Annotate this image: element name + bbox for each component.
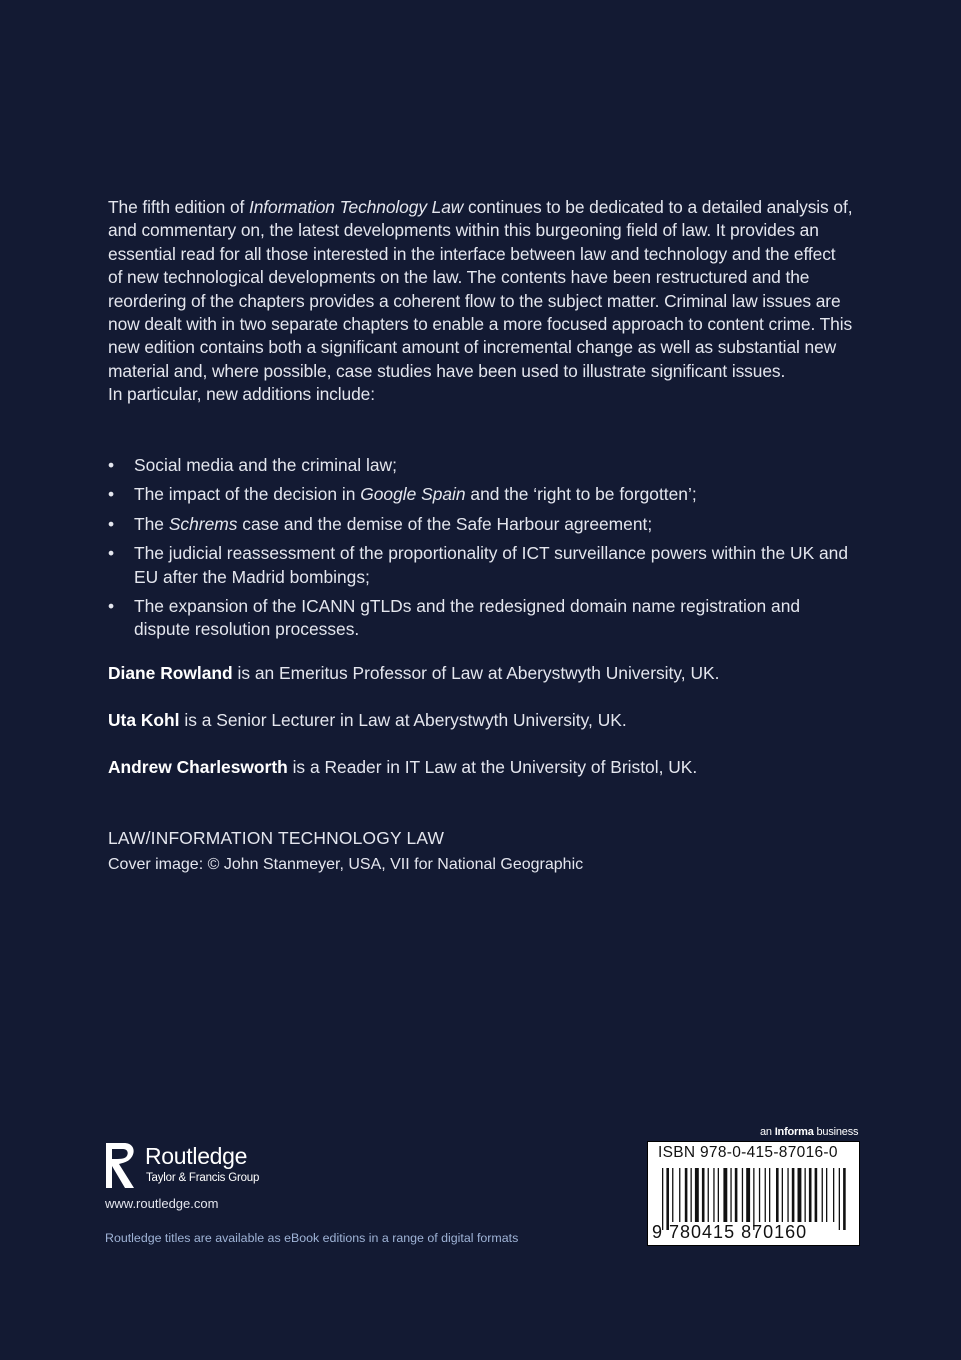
barcode-bar: [702, 1168, 705, 1222]
isbn-label: ISBN 978-0-415-87016-0: [658, 1144, 838, 1161]
list-item: • The Schrems case and the demise of the Safe Harbour agreement;: [108, 513, 853, 536]
barcode-bar: [833, 1168, 834, 1222]
barcode-bar: [765, 1168, 766, 1222]
bullet-icon: •: [108, 484, 115, 505]
barcode-bar: [679, 1168, 680, 1222]
barcode-bar: [769, 1168, 770, 1222]
author-name: Diane Rowland: [108, 663, 233, 683]
bullet-icon: •: [108, 513, 115, 534]
barcode-bar: [742, 1168, 743, 1222]
list-item: • The impact of the decision in Google Spain and the ‘right to be forgotten’;: [108, 483, 853, 506]
back-cover-blurb: [108, 196, 853, 407]
list-item: • Social media and the criminal law;: [108, 454, 853, 477]
barcode-bar: [809, 1168, 812, 1222]
author-name: Uta Kohl: [108, 710, 180, 730]
publisher-group: Taylor & Francis Group: [146, 1172, 260, 1184]
bullet-icon: •: [108, 543, 115, 564]
barcode-bar: [718, 1168, 719, 1222]
book-title-italic: Information Technology Law: [248, 197, 464, 217]
routledge-r-icon: [104, 1142, 138, 1190]
barcode-bar: [822, 1168, 823, 1222]
barcode-bar: [776, 1168, 779, 1222]
barcode-bar: [805, 1168, 806, 1222]
isbn-barcode: [647, 1141, 860, 1246]
blurb-intro: In particular, new additions include:: [108, 384, 375, 405]
barcode-bar: [685, 1168, 688, 1222]
list-item: • The judicial reassessment of the proportionality of ICT surveillance powers within the UK and EU after the Madrid bombings;: [108, 543, 849, 587]
barcode-bar: [753, 1168, 754, 1230]
barcode-bar: [713, 1168, 714, 1222]
informa-business-tag: an Informa business: [760, 1126, 859, 1138]
bullet-icon: •: [108, 596, 115, 617]
ebook-note: Routledge titles are available as eBook editions in a range of digital formats: [105, 1231, 519, 1245]
barcode-bar: [815, 1168, 818, 1222]
subject-category: LAW/INFORMATION TECHNOLOGY LAW: [108, 828, 445, 848]
routledge-logo: [104, 1142, 294, 1190]
barcode-bar: [708, 1168, 709, 1222]
barcode-bar: [792, 1168, 795, 1222]
barcode-bar: [787, 1168, 788, 1222]
author-bio-charlesworth: Andrew Charlesworth is a Reader in IT Law at the University of Bristol, UK.: [108, 757, 698, 777]
barcode-bar: [826, 1168, 827, 1222]
barcode-bar: [746, 1168, 750, 1222]
barcode-bar: [666, 1168, 669, 1230]
blurb-paragraph: The fifth edition of Information Technology Law continues to be dedicated to a detailed analysis of, and commentary on, the latest developments within this burgeoning field of law. It provides an essential read for all those interested in the interface between law and technology and the effect of new technological developments on the law. The contents have been restructured and the reordering of the chapters provides a coherent flow to the subject matter. Criminal law issues are now dealt with in two separate chapters to enable a more focused approach to content crime. This new edition contains both a significant amount of incremental change as well as substantial new material and, where possible, case studies have been used to illustrate significant issues.: [108, 197, 853, 381]
isbn-digits: 9 780415 870160: [652, 1222, 808, 1242]
barcode-bar: [723, 1168, 727, 1222]
bullet-icon: •: [108, 455, 115, 475]
publisher-url[interactable]: www.routledge.com: [105, 1196, 219, 1211]
barcode-bar: [735, 1168, 738, 1222]
barcode-bar: [782, 1168, 783, 1222]
publisher-name: Routledge: [145, 1143, 248, 1169]
barcode-bar: [695, 1168, 699, 1222]
barcode-bar: [672, 1168, 673, 1222]
author-name: Andrew Charlesworth: [108, 757, 288, 777]
barcode-bar: [759, 1168, 760, 1222]
author-bio-kohl: Uta Kohl is a Senior Lecturer in Law at Aberystwyth University, UK.: [108, 710, 627, 730]
list-item: • The expansion of the ICANN gTLDs and the redesigned domain name registration and dispute resolution processes.: [108, 596, 801, 640]
barcode-bar: [839, 1168, 840, 1230]
barcode-bar: [691, 1168, 692, 1222]
cover-image-credit: Cover image: © John Stanmeyer, USA, VII for National Geographic: [108, 856, 584, 873]
barcode-bar: [662, 1168, 663, 1230]
author-bio-rowland: Diane Rowland is an Emeritus Professor of Law at Aberystwyth University, UK.: [108, 663, 720, 683]
barcode-bar: [843, 1168, 846, 1230]
barcode-bar: [798, 1168, 802, 1222]
new-additions-list: [108, 454, 853, 648]
barcode-bar: [730, 1168, 731, 1222]
